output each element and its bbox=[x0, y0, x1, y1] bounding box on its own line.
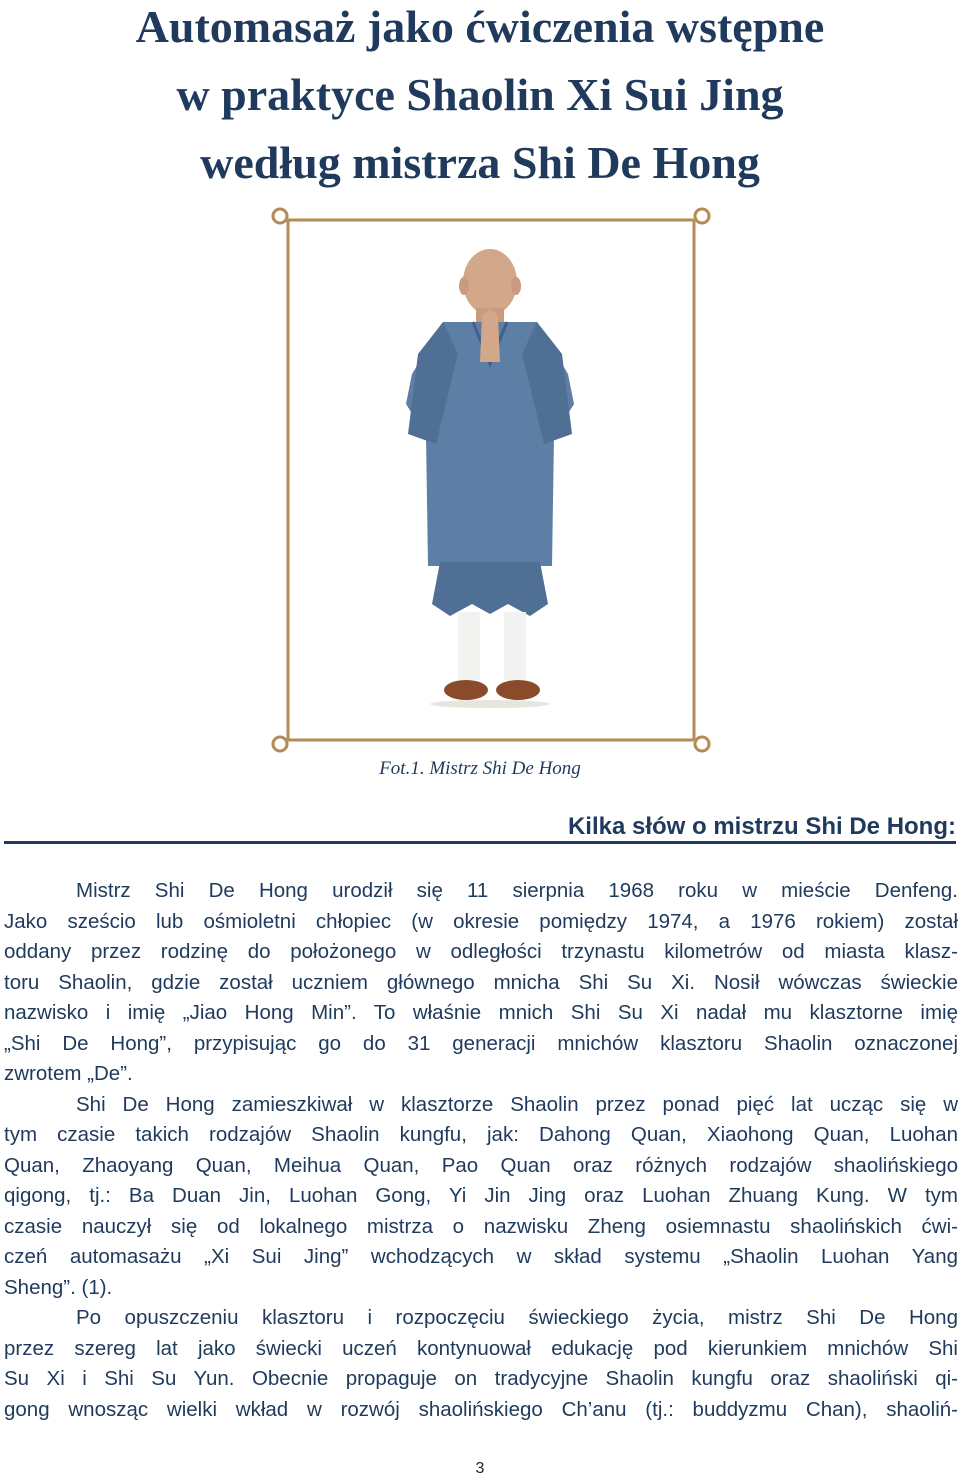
title-line-3: według mistrza Shi De Hong bbox=[200, 137, 760, 188]
body-line: Jako sześcio lub ośmioletni chłopiec (w okresie pomiędzy 1974, a 1976 rokiem) został bbox=[4, 909, 958, 933]
body-line: Sheng”. (1). bbox=[4, 1275, 113, 1299]
body-line: Su Xi i Shi Su Yun. Obecnie propaguje on tradycyjne Shaolin kungfu oraz shaoliński qi- bbox=[4, 1367, 958, 1390]
body-line: czasie nauczył się od lokalnego mistrza o nazwisku Zheng osiemnastu shaolińskich ćwi- bbox=[4, 1214, 958, 1238]
title-line-1: Automasaż jako ćwiczenia wstępne bbox=[135, 1, 825, 52]
body-line: przez szereg lat jako świecki uczeń kontynuował edukację pod kierunkiem mnichów Shi bbox=[4, 1336, 958, 1360]
body-line: gong wnosząc wielki wkład w rozwój shaolińskiego Ch’anu (tj.: buddyzmu Chan), shaoliń- bbox=[4, 1397, 958, 1421]
body-line: zwrotem „De”. bbox=[4, 1062, 133, 1085]
title-line-2: w praktyce Shaolin Xi Sui Jing bbox=[176, 69, 784, 120]
page-number: 3 bbox=[475, 1460, 485, 1477]
body-line: toru Shaolin, gdzie został uczniem głównego mnicha Shi Su Xi. Nosił wówczas świeckie bbox=[4, 970, 958, 994]
body-text bbox=[4, 876, 958, 1425]
section-heading: Kilka słów o mistrzu Shi De Hong: bbox=[4, 812, 956, 844]
body-line: „Shi De Hong”, przypisując go do 31 generacji mnichów klasztoru Shaolin oznaczonej bbox=[4, 1031, 958, 1055]
document-title bbox=[0, 0, 960, 197]
body-line: Mistrz Shi De Hong urodził się 11 sierpnia 1968 roku w mieście Denfeng. bbox=[76, 879, 958, 902]
body-line: oddany przez rodzinę do położonego w odległości trzynastu kilometrów od miasta klasz- bbox=[4, 940, 958, 963]
body-line: qigong, tj.: Ba Duan Jin, Luohan Gong, Yi Jin Jing oraz Luohan Zhuang Kung. W tym bbox=[4, 1184, 958, 1207]
monk-photo bbox=[268, 204, 714, 756]
body-line: czeń automasażu „Xi Sui Jing” wchodzących w skład systemu „Shaolin Luohan Yang bbox=[4, 1245, 958, 1268]
body-line: Quan, Zhaoyang Quan, Meihua Quan, Pao Quan oraz różnych rodzajów shaolińskiego bbox=[4, 1153, 958, 1177]
body-line: Shi De Hong zamieszkiwał w klasztorze Shaolin przez ponad pięć lat ucząc się w bbox=[76, 1092, 958, 1116]
body-line: tym czasie takich rodzajów Shaolin kungfu, jak: Dahong Quan, Xiaohong Quan, Luohan bbox=[4, 1123, 958, 1146]
photo-caption: Fot.1. Mistrz Shi De Hong bbox=[379, 758, 581, 779]
monk-figure bbox=[406, 249, 574, 708]
photo-frame bbox=[268, 204, 714, 756]
body-line: Po opuszczeniu klasztoru i rozpoczęciu świeckiego życia, mistrz Shi De Hong bbox=[76, 1306, 958, 1329]
body-line: nazwisko i imię „Jiao Hong Min”. To właśnie mnich Shi Su Xi nadał mu klasztorne imię bbox=[4, 1001, 958, 1024]
